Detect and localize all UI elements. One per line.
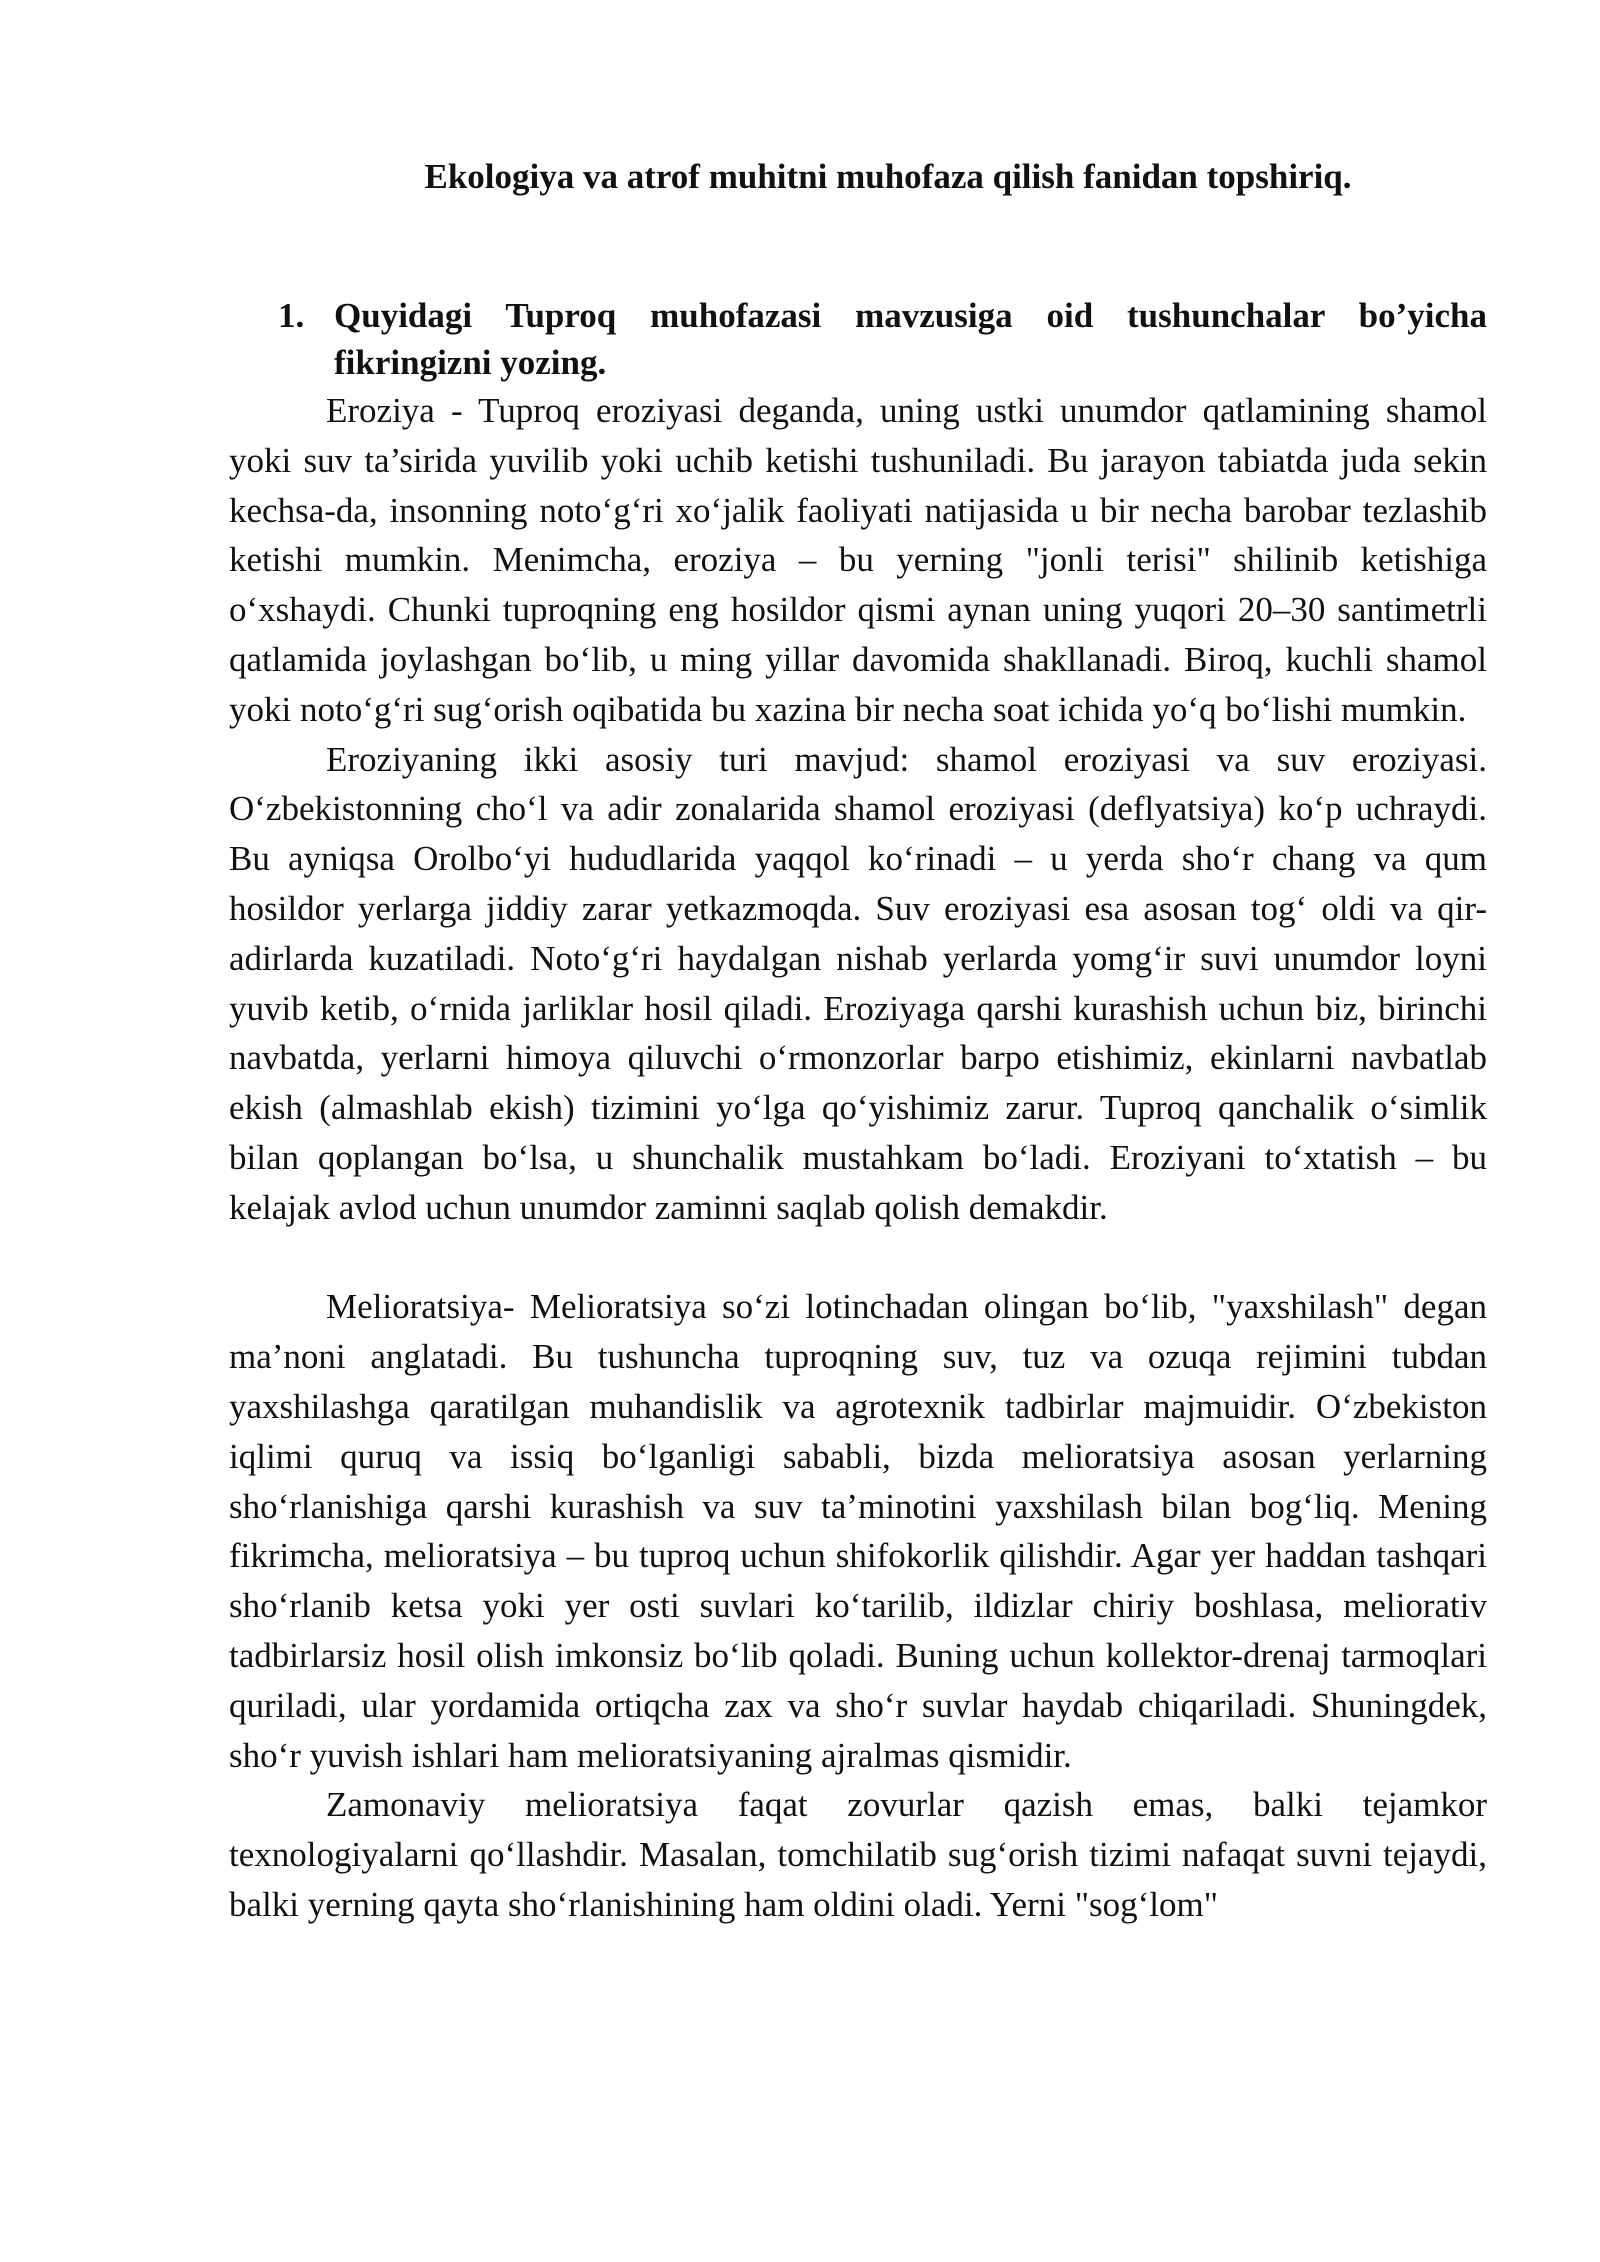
- task-number: 1.: [278, 296, 305, 335]
- paragraph-erosion-types: Eroziyaning ikki asosiy turi mavjud: shamol eroziyasi va suv eroziyasi. O‘zbekistonning cho‘l va adir zonalarida shamol eroziyasi (deflyatsiya) ko‘p uchraydi. Bu ayniqsa Orolbo‘yi hududlarida yaqqol ko‘rinadi – u yerda sho‘r chang va qum hosildor yerlarga jiddiy zarar yetkazmoqda. Suv eroziyasi esa asosan tog‘ oldi va qir-adirlarda kuzatiladi. Noto‘g‘ri haydalgan nishab yerlarda yomg‘ir suvi unumdor loyni yuvib ketib, o‘rnida jarliklar hosil qiladi. Eroziyaga qarshi kurashish uchun biz, birinchi navbatda, yerlarni himoya qiluvchi o‘rmonzorlar barpo etishimiz, ekinlarni navbatlab ekish (almashlab ekish) tizimini yo‘lga qo‘yishimiz zarur. Tuproq qanchalik o‘simlik bilan qoplangan bo‘lsa, u shunchalik mustahkam bo‘ladi. Eroziyani to‘xtatish – bu kelajak avlod uchun unumdor zaminni saqlab qolish demakdir.: [229, 739, 1487, 1227]
- paragraph-erosion-definition: Eroziya - Tuproq eroziyasi deganda, uning ustki unumdor qatlamining shamol yoki suv ta’sirida yuvilib yoki uchib ketishi tushuniladi. Bu jarayon tabiatda juda sekin kechsa-da, insonning noto‘g‘ri xo‘jalik faoliyati natijasida u bir necha barobar tezlashib ketishi mumkin. Menimcha, eroziya – bu yerning "jonli terisi" shilinib ketishiga o‘xshaydi. Chunki tuproqning eng hosildor qismi aynan uning yuqori 20–30 santimetrli qatlamida joylashgan bo‘lib, u ming yillar davomida shakllanadi. Biroq, kuchli shamol yoki noto‘g‘ri sug‘orish oqibatida bu xazina bir necha soat ichida yo‘q bo‘lishi mumkin.: [229, 391, 1487, 729]
- task-text: Quyidagi Tuproq muhofazasi mavzusiga oid tushunchalar bo’yicha fikringizni yozing.: [334, 296, 1487, 382]
- paragraph-modern-melioration: Zamonaviy melioratsiya faqat zovurlar qazish emas, balki tejamkor texnologiyalarni qo‘llashdir. Masalan, tomchilatib sug‘orish tizimi nafaqat suvni tejaydi, balki yerning qayta sho‘rlanishining ham oldini oladi. Yerni "sog‘lom": [229, 1785, 1487, 1924]
- task-item: [278, 292, 1487, 386]
- document-body: [229, 150, 1487, 1930]
- paragraph-spacer: [229, 1233, 1487, 1283]
- document-title: Ekologiya va atrof muhitni muhofaza qilish fanidan topshiriq.: [424, 157, 1352, 196]
- paragraph-melioration-definition: Melioratsiya- Melioratsiya so‘zi lotinchadan olingan bo‘lib, "yaxshilash" degan ma’noni anglatadi. Bu tushuncha tuproqning suv, tuz va ozuqa rejimini tubdan yaxshilashga qaratilgan muhandislik va agrotexnik tadbirlar majmuidir. O‘zbekiston iqlimi quruq va issiq bo‘lganligi sababli, bizda melioratsiya asosan yerlarning sho‘rlanishiga qarshi kurashish va suv ta’minotini yaxshilash bilan bog‘liq. Mening fikrimcha, melioratsiya – bu tuproq uchun shifokorlik qilishdir. Agar yer haddan tashqari sho‘rlanib ketsa yoki yer osti suvlari ko‘tarilib, ildizlar chiriy boshlasa, meliorativ tadbirlarsiz hosil olish imkonsiz bo‘lib qoladi. Buning uchun kollektor-drenaj tarmoqlari quriladi, ular yordamida ortiqcha zax va sho‘r suvlar haydab chiqariladi. Shuningdek, sho‘r yuvish ishlari ham melioratsiyaning ajralmas qismidir.: [229, 1287, 1487, 1775]
